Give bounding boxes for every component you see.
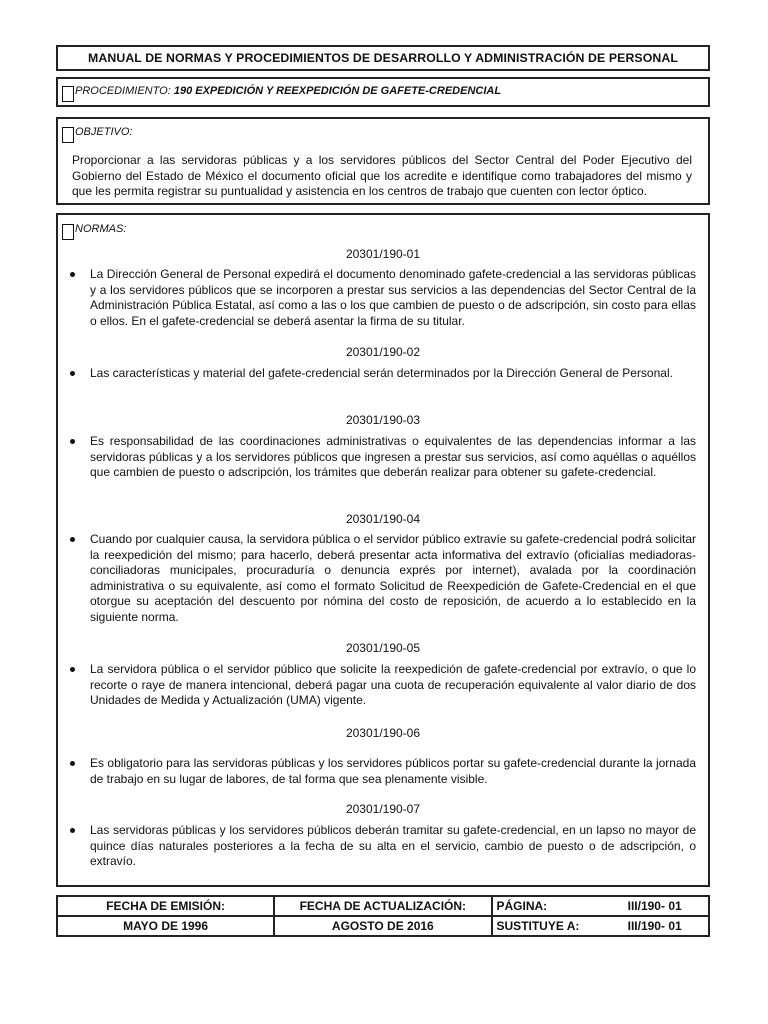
- normas-label: NORMAS:: [75, 223, 127, 235]
- bullet-icon: [70, 537, 75, 542]
- bullet-icon: [70, 828, 75, 833]
- objetivo-text: Proporcionar a las servidoras públicas y a los servidores públicos del Sector Central del Poder Ejecutivo del Gobierno del Estado de México el documento oficial que los acredite e identifique como trabajadores del mismo y que les permita registrar su puntualidad y asistencia en los centros de trabajo que cuenten con lector óptico.: [72, 153, 692, 198]
- procedimiento-checkbox: [62, 86, 74, 102]
- procedimiento-label: PROCEDIMIENTO:: [75, 85, 171, 97]
- norma-text: La servidora pública o el servidor público que solicite la reexpedición de gafete-credencial por extravío, o que lo recorte o raye de manera intencional, deberá pagar una cuota de recuperación equivalente al valor diario de dos Unidades de Medida y Actualización (UMA) vigente.: [90, 662, 696, 708]
- sustituye-label: SUSTITUYE A:: [492, 916, 602, 936]
- procedimiento-box: [56, 77, 710, 107]
- norma-text: Las características y material del gafete-credencial serán determinados por la Dirección General de Personal.: [90, 366, 673, 380]
- norma-code: 20301/190-04: [345, 512, 421, 526]
- footer-row-labels: [57, 896, 709, 916]
- bullet-icon: [70, 439, 75, 444]
- norma-text: La Dirección General de Personal expedirá el documento denominado gafete-credencial a las servidoras públicas y a los servidores públicos que se incorporen a prestar sus servicios a las dependencias del Sector Central de la Administración Pública Estatal, así como a las o los que cambien de puesto o de adscripción, sin costo para ellas o ellos. En el gafete-credencial se deberá asentar la firma de su titular.: [90, 267, 696, 328]
- footer-table: [56, 895, 710, 937]
- norma-text: Las servidoras públicas y los servidores públicos deberán tramitar su gafete-credencial, en un lapso no mayor de quince días naturales posteriores a la fecha de su alta en el servicio, cambio de puesto o de adscripción, o extravío.: [90, 823, 696, 869]
- bullet-icon: [70, 371, 75, 376]
- objetivo-label: OBJETIVO:: [75, 126, 133, 138]
- manual-title-text: MANUAL DE NORMAS Y PROCEDIMIENTOS DE DESARROLLO Y ADMINISTRACIÓN DE PERSONAL: [88, 51, 678, 65]
- fecha-actualizacion-label: FECHA DE ACTUALIZACIÓN:: [274, 896, 491, 916]
- footer-row-values: [57, 916, 709, 936]
- normas-checkbox: [62, 224, 74, 240]
- fecha-actualizacion-value: AGOSTO DE 2016: [274, 916, 491, 936]
- bullet-icon: [70, 761, 75, 766]
- objetivo-checkbox: [62, 127, 74, 143]
- norma-code: 20301/190-01: [345, 247, 421, 261]
- norma-code: 20301/190-02: [345, 345, 421, 359]
- norma-code: 20301/190-06: [345, 726, 421, 740]
- fecha-emision-label: FECHA DE EMISIÓN:: [57, 896, 274, 916]
- normas-box: [56, 213, 710, 887]
- pagina-label: PÁGINA:: [492, 896, 602, 916]
- norma-text: Es obligatorio para las servidoras públicas y los servidores públicos portar su gafete-credencial durante la jornada de trabajo en su lugar de labores, de tal forma que sea plenamente visible.: [90, 756, 696, 786]
- procedimiento-line: [75, 85, 501, 97]
- bullet-icon: [70, 272, 75, 277]
- sustituye-value: III/190- 01: [601, 916, 709, 936]
- norma-code: 20301/190-07: [345, 802, 421, 816]
- objetivo-box: [56, 117, 710, 205]
- pagina-value: III/190- 01: [601, 896, 709, 916]
- norma-code: 20301/190-03: [345, 413, 421, 427]
- manual-title: [56, 45, 710, 71]
- norma-text: Cuando por cualquier causa, la servidora pública o el servidor público extravíe su gafete-credencial podrá solicitar la reexpedición del mismo; para hacerlo, deberá presentar acta informativa del extravío (oficialías mediadoras-conciliadoras municipales, procuraduría o denuncia exprés por internet), avalada por la coordinación administrativa o su equivalente, así como el formato Solicitud de Reexpedición de Gafete-Credencial en el que otorgue su aceptación del descuento por nómina del costo de reposición, de acuerdo a lo establecido en la siguiente norma.: [90, 532, 696, 624]
- procedimiento-value: 190 EXPEDICIÓN Y REEXPEDICIÓN DE GAFETE-CREDENCIAL: [173, 85, 502, 97]
- fecha-emision-value: MAYO DE 1996: [57, 916, 274, 936]
- norma-text: Es responsabilidad de las coordinaciones administrativas o equivalentes de las dependencias informar a las servidoras públicas y a los servidores públicos que ingresen a prestar sus servicios, así como aquéllas o aquéllos que cambien de puesto o adscripción, los trámites que deberán realizar para obtener su gafete-credencial.: [90, 434, 696, 480]
- bullet-icon: [70, 667, 75, 672]
- norma-code: 20301/190-05: [345, 641, 421, 655]
